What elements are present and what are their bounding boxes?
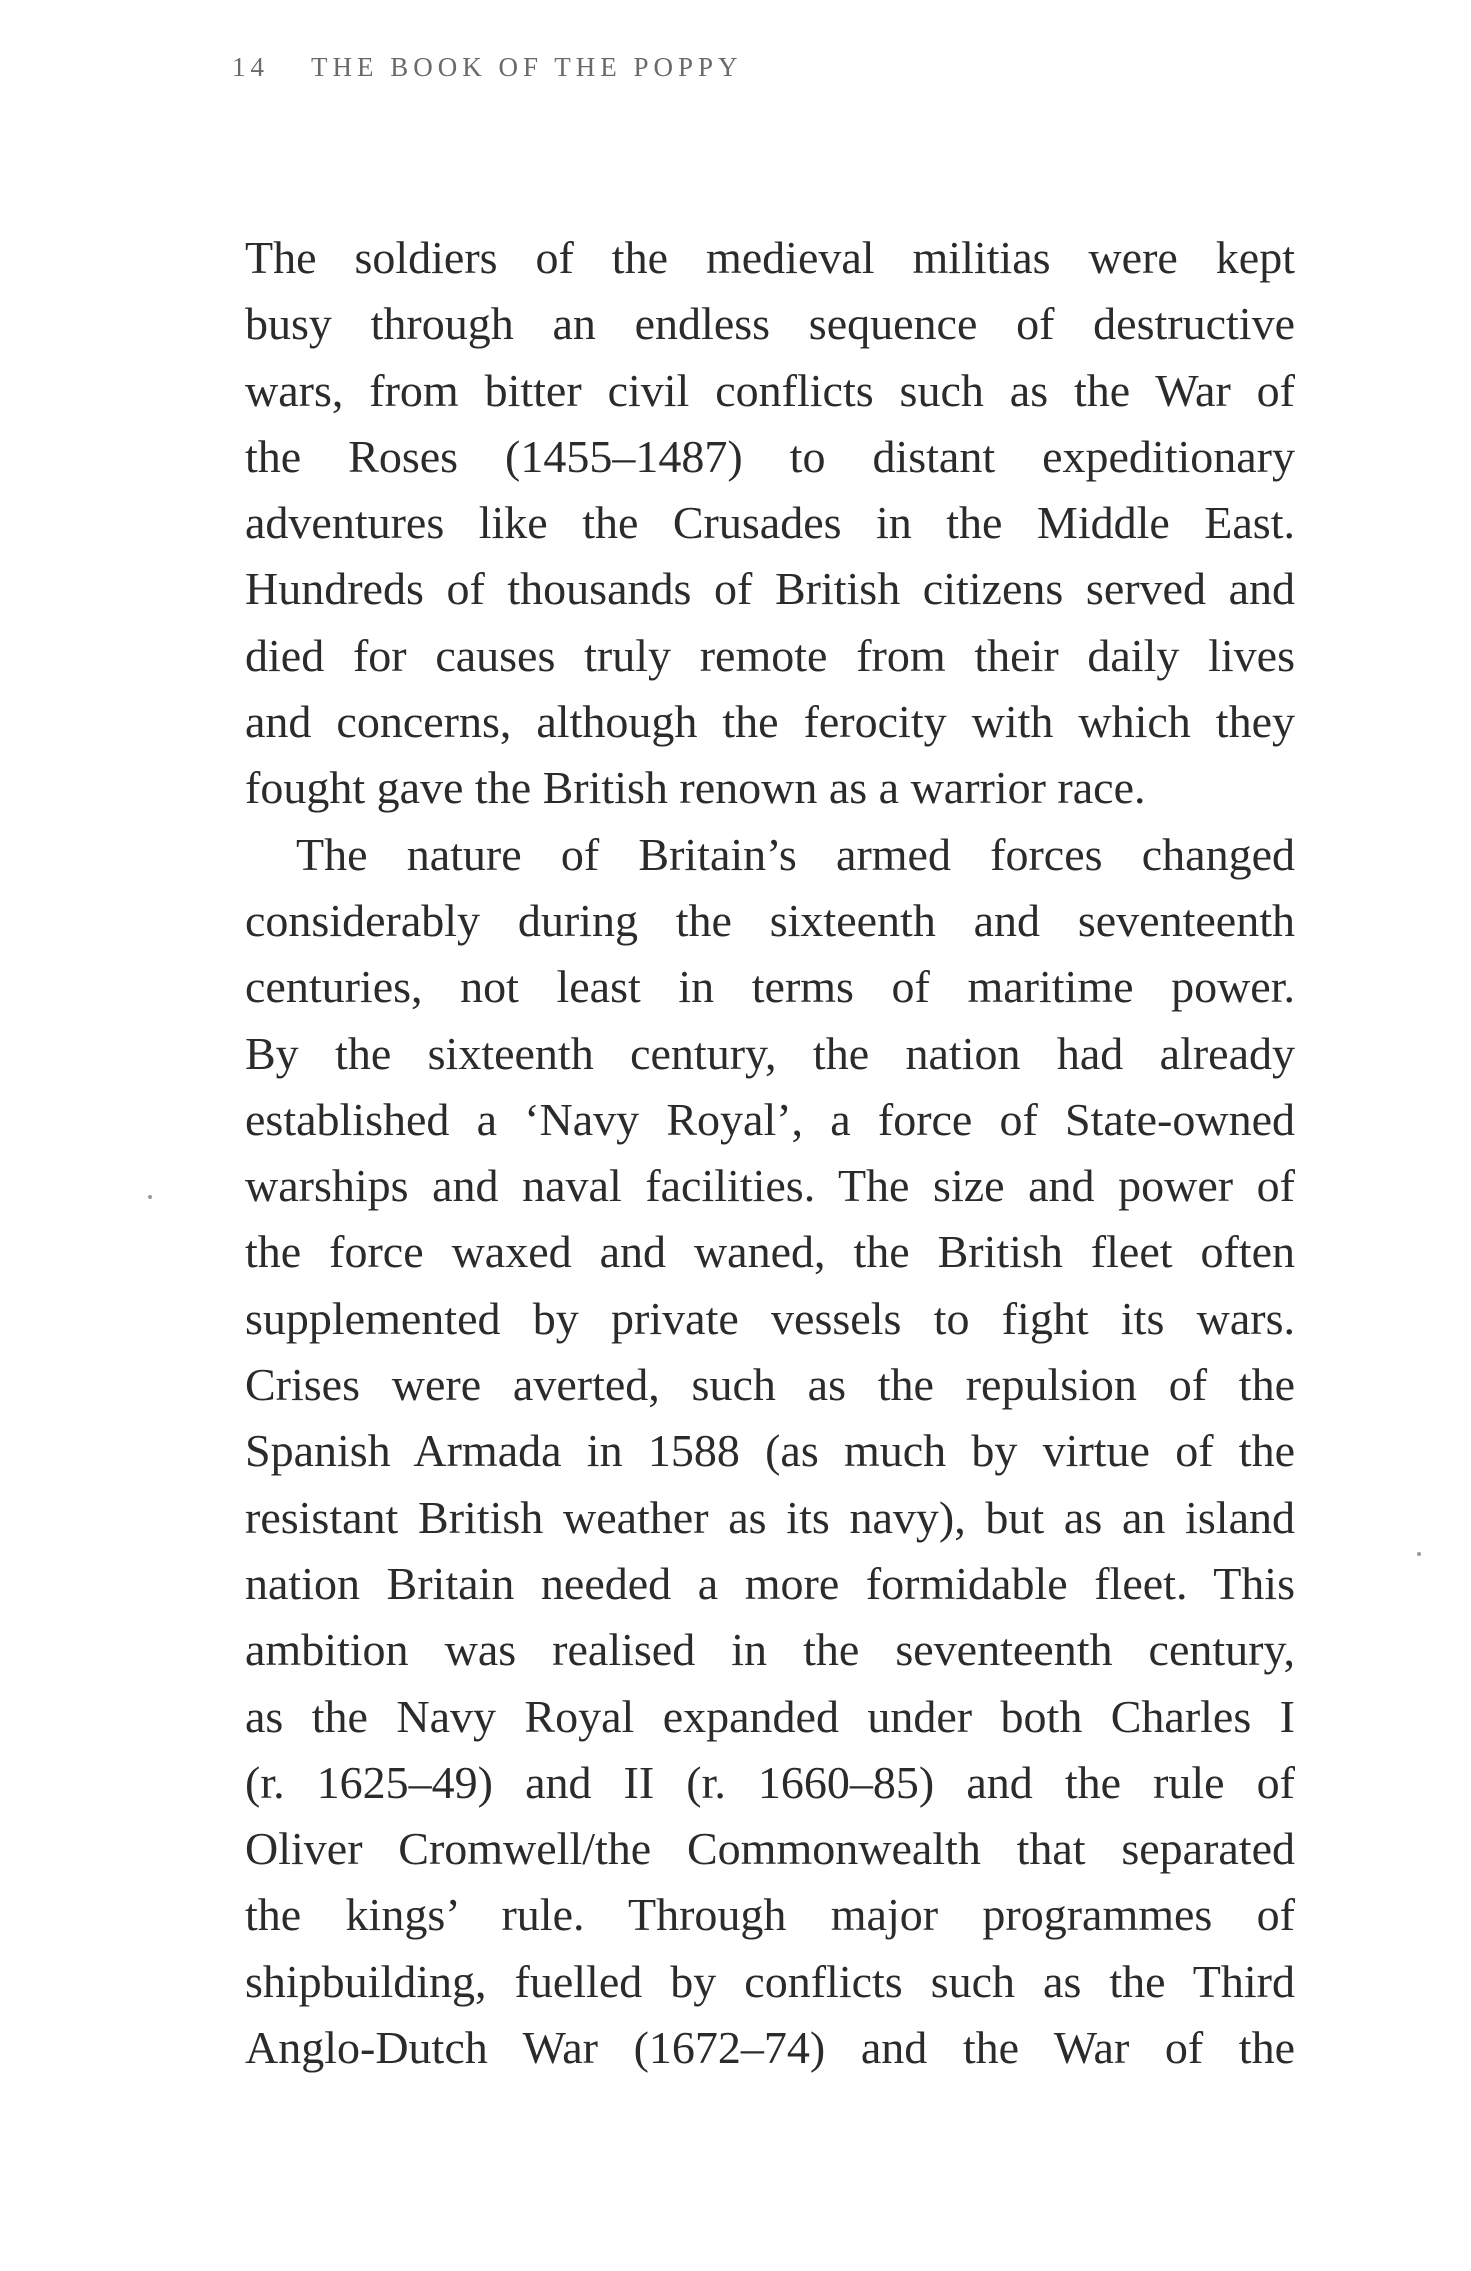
text-line: supplemented by private vessels to fight its wars. [245, 1292, 1295, 1344]
text-line: Crises were averted, such as the repulsion of the [245, 1359, 1295, 1411]
text-line: the Roses (1455–1487) to distant expeditionary [245, 430, 1295, 482]
scan-speck [148, 1195, 152, 1199]
text-line: the force waxed and waned, the British fleet often [245, 1226, 1295, 1278]
text-line: as the Navy Royal expanded under both Charles I [245, 1690, 1295, 1742]
text-line: nation Britain needed a more formidable fleet. This [245, 1557, 1295, 1609]
text-line: resistant British weather as its navy), but as an island [245, 1491, 1295, 1543]
page-number: 14 [232, 52, 269, 82]
paragraph-1 [245, 225, 1295, 822]
text-line: busy through an endless sequence of destructive [245, 298, 1295, 350]
text-line: adventures like the Crusades in the Middle East. [245, 497, 1295, 549]
text-line: Spanish Armada in 1588 (as much by virtue of the [245, 1425, 1295, 1477]
book-title-header: THE BOOK OF THE POPPY [311, 52, 743, 82]
text-line: The soldiers of the medieval militias were kept [245, 232, 1295, 283]
paragraph-2 [245, 822, 1295, 2082]
text-line: died for causes truly remote from their daily lives [245, 629, 1295, 681]
running-head [232, 52, 743, 83]
text-line: Oliver Cromwell/the Commonwealth that separated [245, 1823, 1295, 1875]
text-line: fought gave the British renown as a warrior race. [245, 762, 1146, 814]
text-line: centuries, not least in terms of maritime power. [245, 961, 1295, 1013]
text-line: ambition was realised in the seventeenth century, [245, 1624, 1295, 1676]
text-line: The nature of Britain’s armed forces changed [296, 828, 1295, 880]
text-line: established a ‘Navy Royal’, a force of State-owned [245, 1093, 1295, 1145]
text-line: (r. 1625–49) and II (r. 1660–85) and the rule of [245, 1756, 1295, 1808]
text-line: shipbuilding, fuelled by conflicts such as the Third [245, 1955, 1295, 2007]
text-line: wars, from bitter civil conflicts such as the War of [245, 364, 1295, 416]
text-line: Hundreds of thousands of British citizens served and [245, 563, 1295, 615]
scan-speck [1417, 1552, 1421, 1556]
text-line: Anglo-Dutch War (1672–74) and the War of the [245, 2022, 1295, 2074]
text-line: By the sixteenth century, the nation had already [245, 1027, 1295, 1079]
text-line: the kings’ rule. Through major programmes of [245, 1889, 1295, 1941]
text-line: considerably during the sixteenth and seventeenth [245, 894, 1295, 946]
text-line: and concerns, although the ferocity with which they [245, 696, 1295, 748]
text-line: warships and naval facilities. The size and power of [245, 1160, 1295, 1212]
body-text [245, 225, 1295, 2081]
